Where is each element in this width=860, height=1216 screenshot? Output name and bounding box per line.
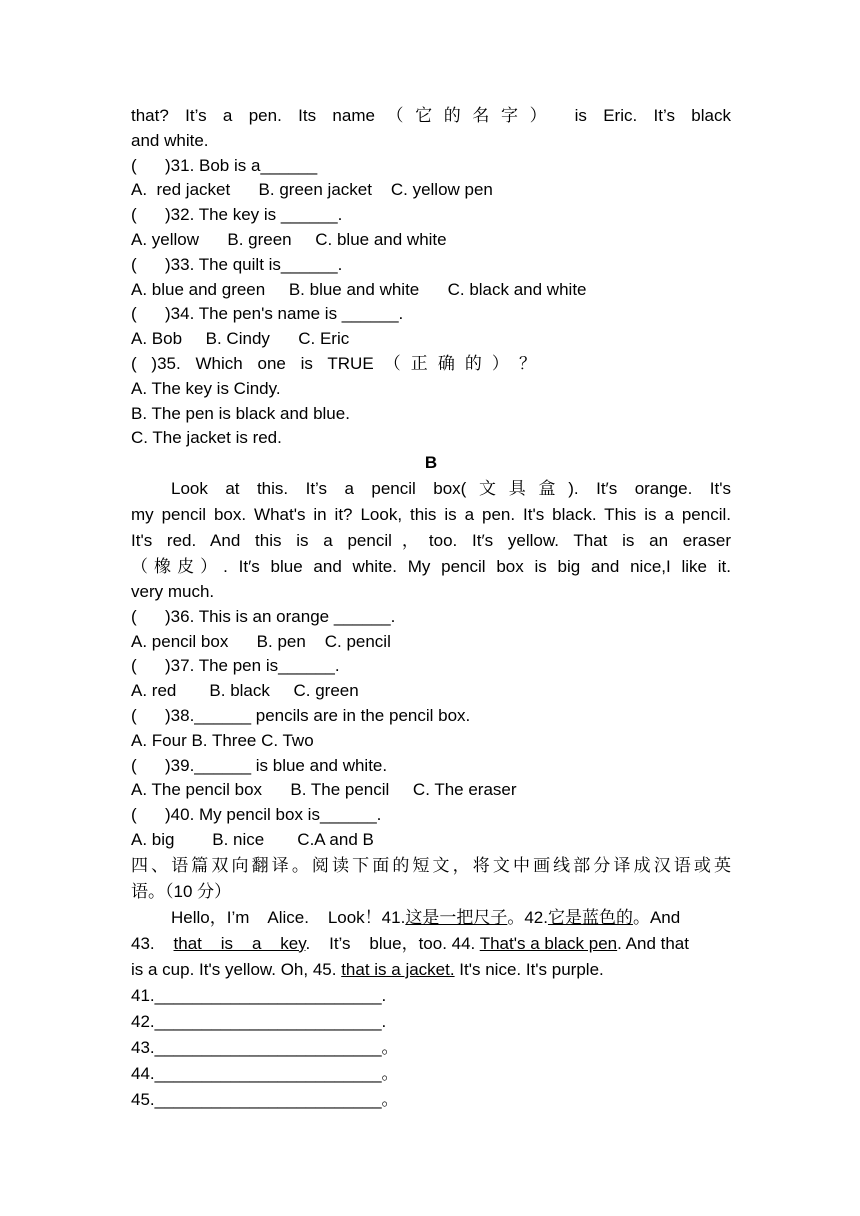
- passage-text: 。42.: [507, 907, 548, 927]
- answer-line-45: 45.________________________。: [131, 1089, 399, 1109]
- worksheet-content: [131, 104, 731, 1113]
- passage-b-line-4: （橡皮）. It′s blue and white. My pencil box is big and nice,I like it.: [131, 556, 731, 576]
- question-32-options: A. yellow B. green C. blue and white: [131, 229, 447, 249]
- question-39-options: A. The pencil box B. The pencil C. The eraser: [131, 780, 517, 800]
- section-b-heading: B: [424, 453, 438, 473]
- question-40-options: A. big B. nice C.A and B: [131, 829, 374, 849]
- question-35-option-b: B. The pen is black and blue.: [131, 403, 350, 423]
- answer-line-41: 41.________________________.: [131, 985, 387, 1005]
- question-35-option-a: A. The key is Cindy.: [131, 378, 281, 398]
- question-37: ( )37. The pen is______.: [131, 656, 340, 676]
- passage-text: . And that: [617, 933, 689, 953]
- question-36-options: A. pencil box B. pen C. pencil: [131, 631, 391, 651]
- passage-text: 。And: [632, 907, 681, 927]
- passage-b-line-1: Look at this. It’s a pencil box(文具盒). It′s orange. It's: [171, 478, 731, 498]
- underlined-phrase-42: 它是蓝色的: [547, 907, 633, 927]
- passage-text: is a cup. It's yellow. Oh, 45.: [131, 959, 342, 979]
- section-4-title-line-1: 四、语篇双向翻译。阅读下面的短文，将文中画线部分译成汉语或英: [131, 855, 731, 875]
- translation-passage-line-2: [131, 931, 731, 957]
- question-38-options: A. Four B. Three C. Two: [131, 730, 314, 750]
- question-38: ( )38.______ pencils are in the pencil box.: [131, 705, 471, 725]
- passage-text: Hello，I’m Alice. Look！41.: [171, 907, 406, 927]
- passage-a-line-2: and white.: [131, 130, 209, 150]
- passage-b-line-3: It's red. And this is a pencil，too. It′s yellow. That is an eraser: [131, 530, 731, 550]
- underlined-phrase-43: that is a key: [173, 933, 306, 953]
- passage-text: . It’s blue，too. 44.: [305, 933, 480, 953]
- underlined-phrase-45: that is a jacket.: [341, 959, 455, 979]
- question-36: ( )36. This is an orange ______.: [131, 606, 396, 626]
- passage-b-line-2: my pencil box. What's in it? Look, this is a pen. It's black. This is a pencil.: [131, 504, 731, 524]
- question-40: ( )40. My pencil box is______.: [131, 805, 382, 825]
- answer-line-43: 43.________________________。: [131, 1037, 399, 1057]
- question-31: ( )31. Bob is a______: [131, 155, 318, 175]
- question-39: ( )39.______ is blue and white.: [131, 755, 388, 775]
- passage-text: It's nice. It's purple.: [454, 959, 604, 979]
- question-35-stem: ( )35. Which one is TRUE（正确的）？: [131, 353, 536, 373]
- answer-line-42: 42.________________________.: [131, 1011, 387, 1031]
- passage-a-line-1: that? It’s a pen. Its name（它的名字） is Eric. It’s black: [131, 106, 731, 125]
- underlined-phrase-41: 这是一把尺子: [405, 907, 508, 927]
- translation-passage-line-1: [131, 905, 731, 931]
- question-33: ( )33. The quilt is______.: [131, 254, 343, 274]
- question-34-options: A. Bob B. Cindy C. Eric: [131, 329, 350, 349]
- question-35: [131, 352, 536, 377]
- section-4-title-line-2: 语。（10 分）: [131, 881, 232, 901]
- question-37-options: A. red B. black C. green: [131, 681, 359, 701]
- question-33-options: A. blue and green B. blue and white C. black and white: [131, 279, 587, 299]
- question-34: ( )34. The pen's name is ______.: [131, 304, 404, 324]
- passage-b-line-5: very much.: [131, 581, 215, 601]
- underlined-phrase-44: That's a black pen: [479, 933, 618, 953]
- answer-line-44: 44.________________________。: [131, 1063, 399, 1083]
- question-32: ( )32. The key is ______.: [131, 205, 343, 225]
- translation-passage-line-3: [131, 957, 731, 983]
- passage-text: 43.: [131, 933, 174, 953]
- question-31-options: A. red jacket B. green jacket C. yellow pen: [131, 180, 493, 200]
- question-35-option-c: C. The jacket is red.: [131, 428, 282, 448]
